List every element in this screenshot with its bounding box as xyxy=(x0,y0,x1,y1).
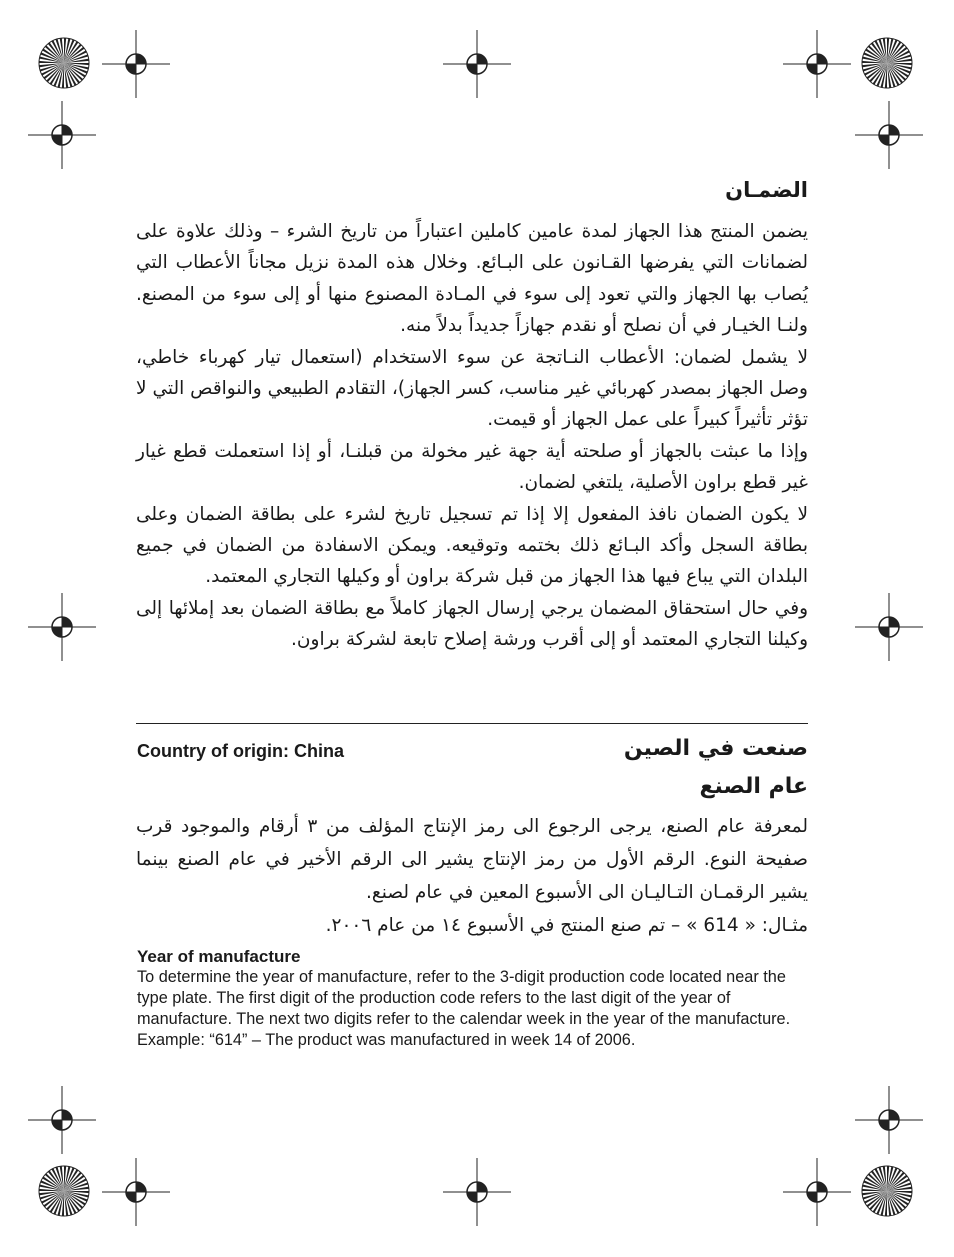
starburst-mark-top-left xyxy=(38,37,90,89)
year-of-manufacture-title-arabic: عام الصنع xyxy=(699,774,808,799)
warranty-paragraph: لا يشمل لضمان: الأعطاب النـاتجة عن سوء الاستخدام (استعمال تيار كهرباء خاطي، وصل الجهاز بمصدر كهربائي غير مناسب، كسر الجهاز)، التقادم الطبيعي والنواقص التي لا تؤثر تأثيراً كبيراً على عمل الجهاز أو قيمت. xyxy=(136,346,808,431)
registration-mark-top-b xyxy=(477,64,513,100)
registration-mark-left-top xyxy=(62,135,98,171)
country-of-origin-english: Country of origin: China xyxy=(137,741,344,761)
registration-mark-top-c xyxy=(817,64,853,100)
year-of-manufacture-title: Year of manufacture xyxy=(137,947,301,966)
registration-mark-top-a xyxy=(136,64,172,100)
warranty-title-arabic: الضمـان xyxy=(725,178,808,202)
year-of-manufacture-body: To determine the year of manufacture, refer to the 3-digit production code located near the type plate. The first digit of the production code refers to the last digit of the year of manufacture. The next two digits refer to the calendar week in the year of the manufacture. xyxy=(137,968,791,1028)
warranty-paragraph: يضمن المنتج هذا الجهاز لمدة عامين كاملين اعتباراً من تاريخ الشرء – وذلك علاوة على لضمانات التي يفرضها القـانون على البـائع. وخلال هذه المدة نزيل مجاناً الأعطاب التي يُصاب بها الجهاز والتي تعود إلى سوء في المـادة المصنوع منها أو إلى سوء من المصنع. ولنـا الخيـار في أن نصلح أو نقدم جهازاً جديداً بدلاً منه. xyxy=(136,221,808,337)
year-paragraph-arabic: لمعرفة عام الصنع، يرجى الرجوع الى رمز الإنتاج المؤلف من ٣ أرقام والموجود قرب صفيحة النوع. الرقم الأول من رمز الإنتاج يشير الى الرقم الأخير في عام الصنع بينما يشير الرقمـان التـاليـان الى الأسبوع المعين في عام لصنع. xyxy=(136,816,809,903)
starburst-mark-bottom-left xyxy=(38,1165,90,1217)
section-divider xyxy=(136,723,808,724)
country-of-origin-arabic: صنعت في الصين xyxy=(623,736,808,761)
registration-mark-left-mid xyxy=(62,627,98,663)
registration-mark-bottom-a xyxy=(136,1192,172,1228)
year-of-manufacture-english xyxy=(137,946,809,1051)
year-of-manufacture-example: Example: “614” – The product was manufactured in week 14 of 2006. xyxy=(137,1031,636,1049)
warranty-paragraph: وفي حال استحقاق المضمان يرجي إرسال الجهاز كاملاً مع بطاقة الضمان بعد إملائها إلى وكيلنا التجاري المعتمد أو إلى أقرب ورشة إصلاح تابعة لشركة براون. xyxy=(136,597,808,651)
registration-mark-bottom-b xyxy=(477,1192,513,1228)
starburst-mark-bottom-right xyxy=(861,1165,913,1217)
warranty-paragraph: وإذا ما عبثت بالجهاز أو صلحته أية جهة غير مخولة من قبلنـا، أو إذا استعملت قطع غيار غير قطع براون الأصلية، يلتغي لضمان. xyxy=(136,440,808,494)
registration-mark-left-bottom xyxy=(62,1120,98,1156)
warranty-body-arabic xyxy=(136,216,808,656)
registration-mark-right-mid xyxy=(889,627,925,663)
registration-mark-right-bottom xyxy=(889,1120,925,1156)
registration-mark-right-top xyxy=(889,135,925,171)
registration-mark-bottom-c xyxy=(817,1192,853,1228)
year-example-arabic: مثـال: « 614 » – تم صنع المنتج في الأسبوع ١٤ من عام ٢٠٠٦. xyxy=(325,915,808,936)
starburst-mark-top-right xyxy=(861,37,913,89)
warranty-paragraph: لا يكون الضمان نافذ المفعول إلا إذا تم تسجيل تاريخ لشرء على بطاقة الضمان وعلى بطاقة السجل وأكد البـائع ذلك بختمه وتوقيعه. ويمكن الاسفادة من الضمان في جميع البلدان التي يباع فيها هذا الجهاز من قبل شركة براون أو وكيلها التجاري المعتمد. xyxy=(136,503,808,588)
year-of-manufacture-body-arabic xyxy=(136,810,808,942)
